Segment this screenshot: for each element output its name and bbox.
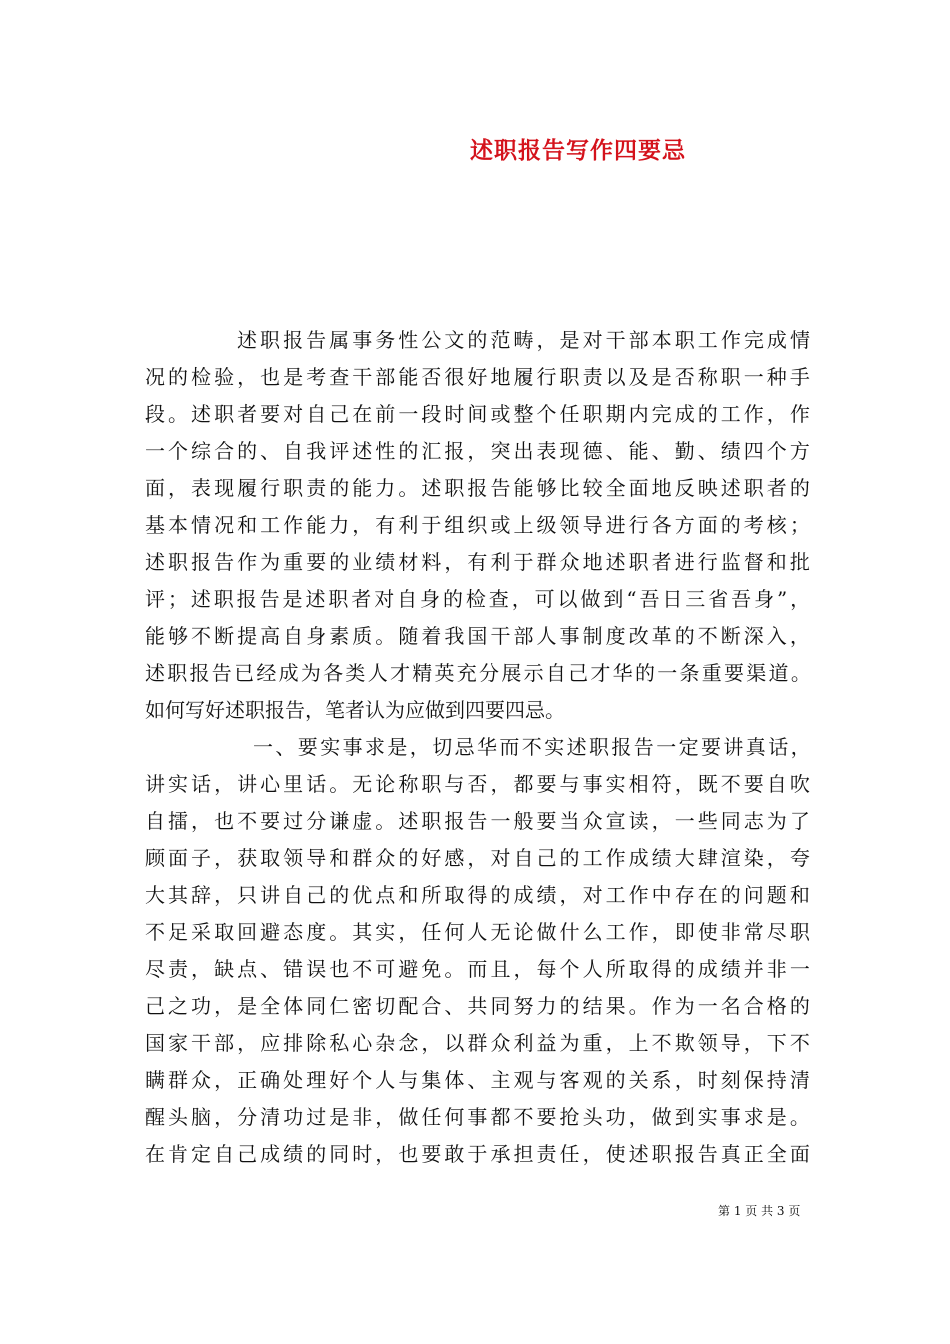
text-line: 讲实话，讲心里话。无论称职与否，都要与事实相符，既不要自吹 bbox=[145, 772, 813, 796]
text-line: 述职报告作为重要的业绩材料，有利于群众地述职者进行监督和批 bbox=[145, 550, 813, 574]
text-line: 述职报告已经成为各类人才精英充分展示自己才华的一条重要渠道。 bbox=[145, 661, 814, 685]
text-line: 在肯定自己成绩的同时，也要敢于承担责任，使述职报告真正全面 bbox=[145, 1142, 813, 1166]
text-line: 基本情况和工作能力，有利于组织或上级领导进行各方面的考核； bbox=[145, 513, 813, 537]
text-line: 能够不断提高自身素质。随着我国干部人事制度改革的不断深入， bbox=[145, 624, 813, 648]
text-line: 自擂，也不要过分谦虚。述职报告一般要当众宣读，一些同志为了 bbox=[145, 809, 813, 833]
text-line: 述职报告属事务性公文的范畴，是对干部本职工作完成情 bbox=[237, 328, 813, 352]
text-line: 一个综合的、自我评述性的汇报，突出表现德、能、勤、绩四个方 bbox=[145, 439, 813, 463]
text-line: 如何写好述职报告，笔者认为应做到四要四忌。 bbox=[145, 698, 565, 722]
text-line: 己之功，是全体同仁密切配合、共同努力的结果。作为一名合格的 bbox=[145, 994, 813, 1018]
text-line: 国家干部，应排除私心杂念，以群众利益为重，上不欺领导，下不 bbox=[145, 1031, 813, 1055]
text-line: 一、要实事求是，切忌华而不实述职报告一定要讲真话， bbox=[253, 735, 813, 759]
text-line: 不足采取回避态度。其实，任何人无论做什么工作，即使非常尽职 bbox=[145, 920, 813, 944]
text-line: 醒头脑，分清功过是非，做任何事都不要抢头功，做到实事求是。 bbox=[145, 1105, 813, 1129]
text-line: 尽责，缺点、错误也不可避免。而且，每个人所取得的成绩并非一 bbox=[145, 957, 813, 981]
text-line: 段。述职者要对自己在前一段时间或整个任职期内完成的工作，作 bbox=[145, 402, 813, 426]
page-title: 述职报告写作四要忌 bbox=[470, 137, 686, 164]
text-line: 评；述职报告是述职者对自身的检查，可以做到“吾日三省吾身”， bbox=[145, 587, 814, 611]
body-text bbox=[145, 322, 813, 1173]
text-line: 瞒群众，正确处理好个人与集体、主观与客观的关系，时刻保持清 bbox=[145, 1068, 813, 1092]
text-line: 面，表现履行职责的能力。述职报告能够比较全面地反映述职者的 bbox=[145, 476, 813, 500]
text-line: 况的检验，也是考查干部能否很好地履行职责以及是否称职一种手 bbox=[145, 365, 813, 389]
text-line: 大其辞，只讲自己的优点和所取得的成绩，对工作中存在的问题和 bbox=[145, 883, 813, 907]
page-footer: 第 1 页 共 3 页 bbox=[718, 1204, 801, 1218]
text-line: 顾面子，获取领导和群众的好感，对自己的工作成绩大肆渲染，夸 bbox=[145, 846, 813, 870]
